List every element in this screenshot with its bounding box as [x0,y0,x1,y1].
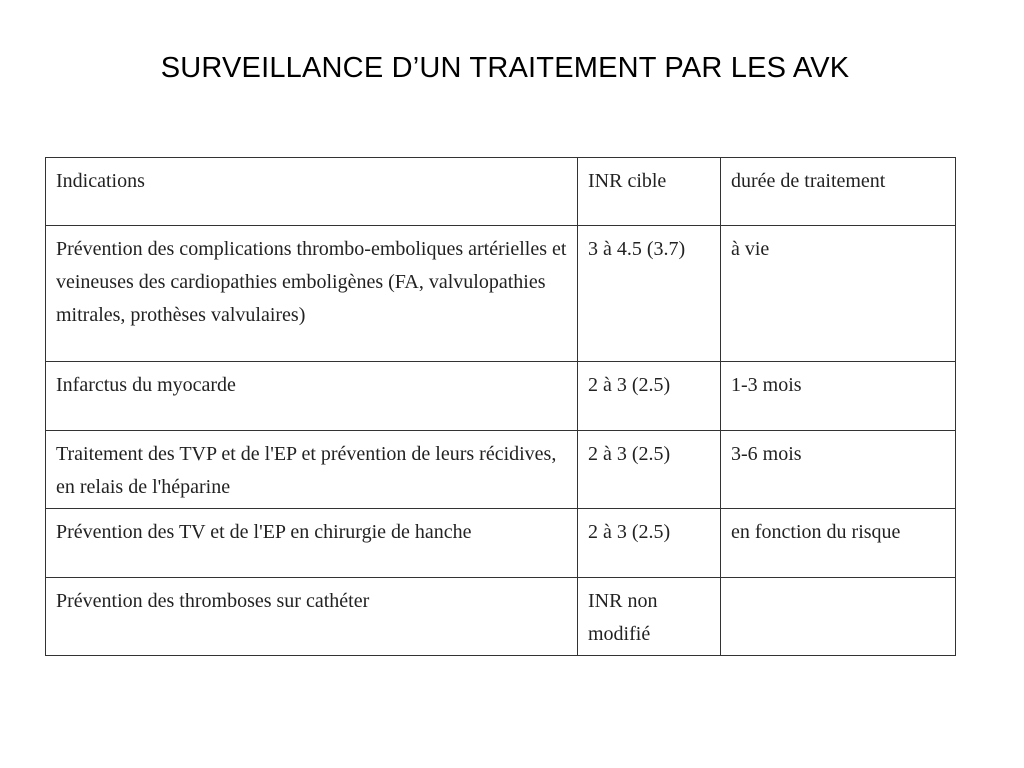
table-row [46,578,956,656]
table-cell-duration: à vie [721,226,956,362]
table-cell-duration: 1-3 mois [721,362,956,431]
header-duree-traitement: durée de traitement [721,158,956,226]
table-row [46,509,956,578]
slide-title: SURVEILLANCE D’UN TRAITEMENT PAR LES AVK [160,52,850,84]
table-cell-inr: 2 à 3 (2.5) [578,362,721,431]
table-header-row [46,158,956,226]
table-cell-indication: Traitement des TVP et de l'EP et prévention de leurs récidives, en relais de l'héparine [46,431,578,509]
table-cell-inr: 3 à 4.5 (3.7) [578,226,721,362]
table-row [46,362,956,431]
table-cell-inr: 2 à 3 (2.5) [578,509,721,578]
header-indications: Indications [46,158,578,226]
table-cell-indication: Infarctus du myocarde [46,362,578,431]
table-row [46,431,956,509]
table-cell-inr: INR non modifié [578,578,721,656]
table-cell-inr: 2 à 3 (2.5) [578,431,721,509]
table-cell-duration: en fonction du risque [721,509,956,578]
table-cell-duration [721,578,956,656]
table-cell-indication: Prévention des thromboses sur cathéter [46,578,578,656]
header-inr-cible: INR cible [578,158,721,226]
table-cell-indication: Prévention des TV et de l'EP en chirurgie de hanche [46,509,578,578]
table-cell-indication: Prévention des complications thrombo-emboliques artérielles et veineuses des cardiopathies emboligènes (FA, valvulopathies mitrales, prothèses valvulaires) [46,226,578,362]
table-row [46,226,956,362]
table-cell-duration: 3-6 mois [721,431,956,509]
inr-indications-table [45,157,956,656]
